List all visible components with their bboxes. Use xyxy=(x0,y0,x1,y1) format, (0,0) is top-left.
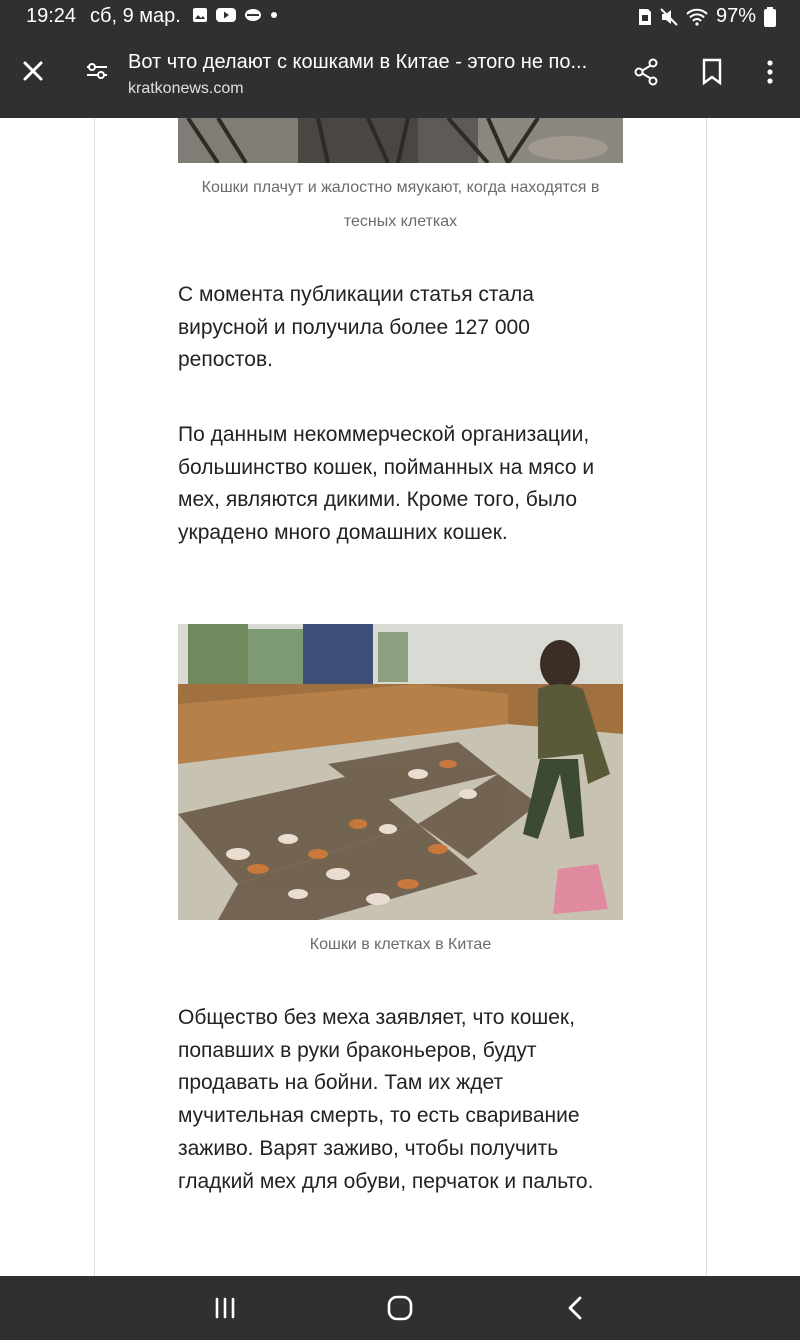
sim-icon xyxy=(638,8,652,26)
status-time: 19:24 xyxy=(26,5,77,27)
recents-button[interactable] xyxy=(205,1290,245,1326)
system-icons xyxy=(638,5,776,28)
page-title: Вот что делают с кошками в Китае - этого не по... xyxy=(128,51,588,73)
mute-icon xyxy=(660,8,678,26)
close-icon xyxy=(22,60,44,82)
image-caption: Кошки плачут и жалостно мяукают, когда находятся в тесных клетках xyxy=(201,179,600,230)
gallery-icon xyxy=(192,7,208,23)
browser-toolbar xyxy=(0,34,800,118)
share-icon xyxy=(632,58,660,86)
tune-icon xyxy=(85,61,109,81)
recents-icon xyxy=(213,1297,237,1319)
youtube-icon xyxy=(216,7,236,23)
bookmark-icon xyxy=(701,58,723,86)
more-options-button[interactable] xyxy=(752,54,788,90)
back-icon xyxy=(567,1296,583,1320)
home-button[interactable] xyxy=(380,1290,420,1326)
home-icon xyxy=(387,1295,413,1321)
bookmark-button[interactable] xyxy=(694,54,730,90)
image-caption: Кошки в клетках в Китае xyxy=(309,936,492,953)
cloud-icon xyxy=(244,7,262,23)
more-icon xyxy=(766,59,774,85)
article-image-cats-cages-top xyxy=(178,118,623,163)
page-url: kratkonews.com xyxy=(128,80,244,97)
article-paragraph: С момента публикации статья стала вирусной и получила более 127 000 репостов. xyxy=(178,283,534,372)
close-button[interactable] xyxy=(16,54,50,88)
article-content xyxy=(0,118,800,1276)
status-bar xyxy=(0,0,800,34)
site-settings-button[interactable] xyxy=(80,54,114,88)
battery-percent: 97% xyxy=(715,5,756,27)
back-button[interactable] xyxy=(555,1290,595,1326)
notification-icons xyxy=(192,7,278,23)
article-paragraph: Общество без меха заявляет, что кошек, попавших в руки браконьеров, будут продавать на бойни. Там их ждет мучительная смерть, то есть сваривание заживо. Варят заживо, чтобы получить гладкий мех для обуви, перчаток и пальто. xyxy=(178,1006,594,1193)
battery-icon xyxy=(764,7,776,27)
status-date: сб, 9 мар. xyxy=(90,5,181,27)
wifi-icon xyxy=(686,8,708,26)
content-border-left xyxy=(94,118,95,1276)
article-paragraph: По данным некоммерческой организации, большинство кошек, пойманных на мясо и мех, являются дикими. Кроме того, было украдено много домашних кошек. xyxy=(178,423,595,545)
article-image-cats-in-cages xyxy=(178,624,623,920)
system-nav-bar xyxy=(0,1276,800,1340)
share-button[interactable] xyxy=(628,54,664,90)
dot-icon xyxy=(270,7,278,23)
content-border-right xyxy=(706,118,707,1276)
